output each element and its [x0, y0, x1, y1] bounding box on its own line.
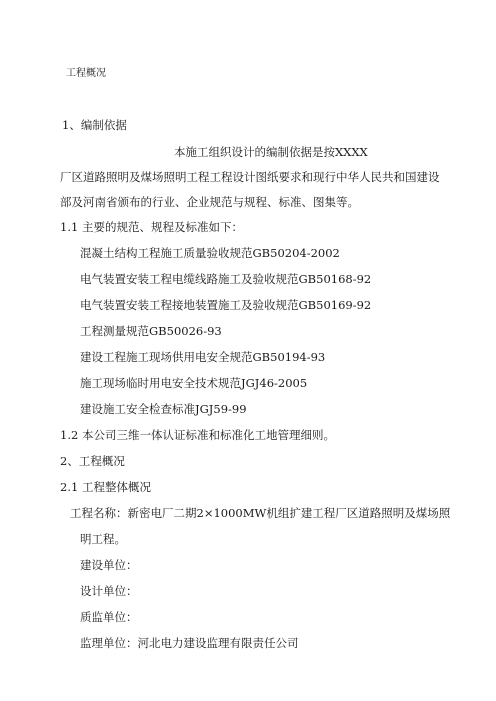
page-header: 工程概况 — [66, 68, 106, 79]
owner-field: 建设单位： — [80, 558, 138, 572]
section-2-1-title: 2.1 工程整体概况 — [60, 480, 151, 494]
section-1-paragraph-line-3: 部及河南省颁布的行业、企业规范与规程、标准、图集等。 — [60, 195, 359, 209]
standard-item: 施工现场临时用电安全技术规范JGJ46-2005 — [80, 376, 308, 390]
section-2-title: 2、工程概况 — [60, 454, 125, 468]
standard-item: 建设工程施工现场供用电安全规范GB50194-93 — [80, 350, 326, 364]
standard-item: 电气装置安装工程电缆线路施工及验收规范GB50168-92 — [80, 272, 372, 286]
section-1-1-title: 1.1 主要的规范、规程及标准如下： — [60, 220, 243, 234]
section-1-paragraph-line-2: 厂区道路照明及煤场照明工程工程设计图纸要求和现行中华人民共和国建设 — [60, 170, 440, 184]
project-name-line-2: 明工程。 — [80, 532, 126, 546]
standard-item: 混凝土结构工程施工质量验收规范GB50204-2002 — [80, 246, 340, 260]
standard-item: 电气装置安装工程接地装置施工及验收规范GB50169-92 — [80, 298, 372, 312]
quality-field: 质监单位： — [80, 610, 138, 624]
section-1-title: 1、编制依据 — [62, 118, 127, 132]
supervisor-field: 监理单位：河北电力建设监理有限责任公司 — [80, 636, 299, 650]
section-1-paragraph-line-1: 本施工组织设计的编制依据是按XXXX — [174, 145, 368, 159]
standard-item: 建设施工安全检查标准JGJ59-99 — [80, 402, 247, 416]
section-1-2-title: 1.2 本公司三维一体认证标准和标准化工地管理细则。 — [60, 428, 335, 442]
project-name-line-1: 工程名称：新密电厂二期2×1000MW机组扩建工程厂区道路照明及煤场照 — [70, 506, 451, 520]
designer-field: 设计单位： — [80, 584, 138, 598]
standard-item: 工程测量规范GB50026-93 — [80, 324, 222, 338]
